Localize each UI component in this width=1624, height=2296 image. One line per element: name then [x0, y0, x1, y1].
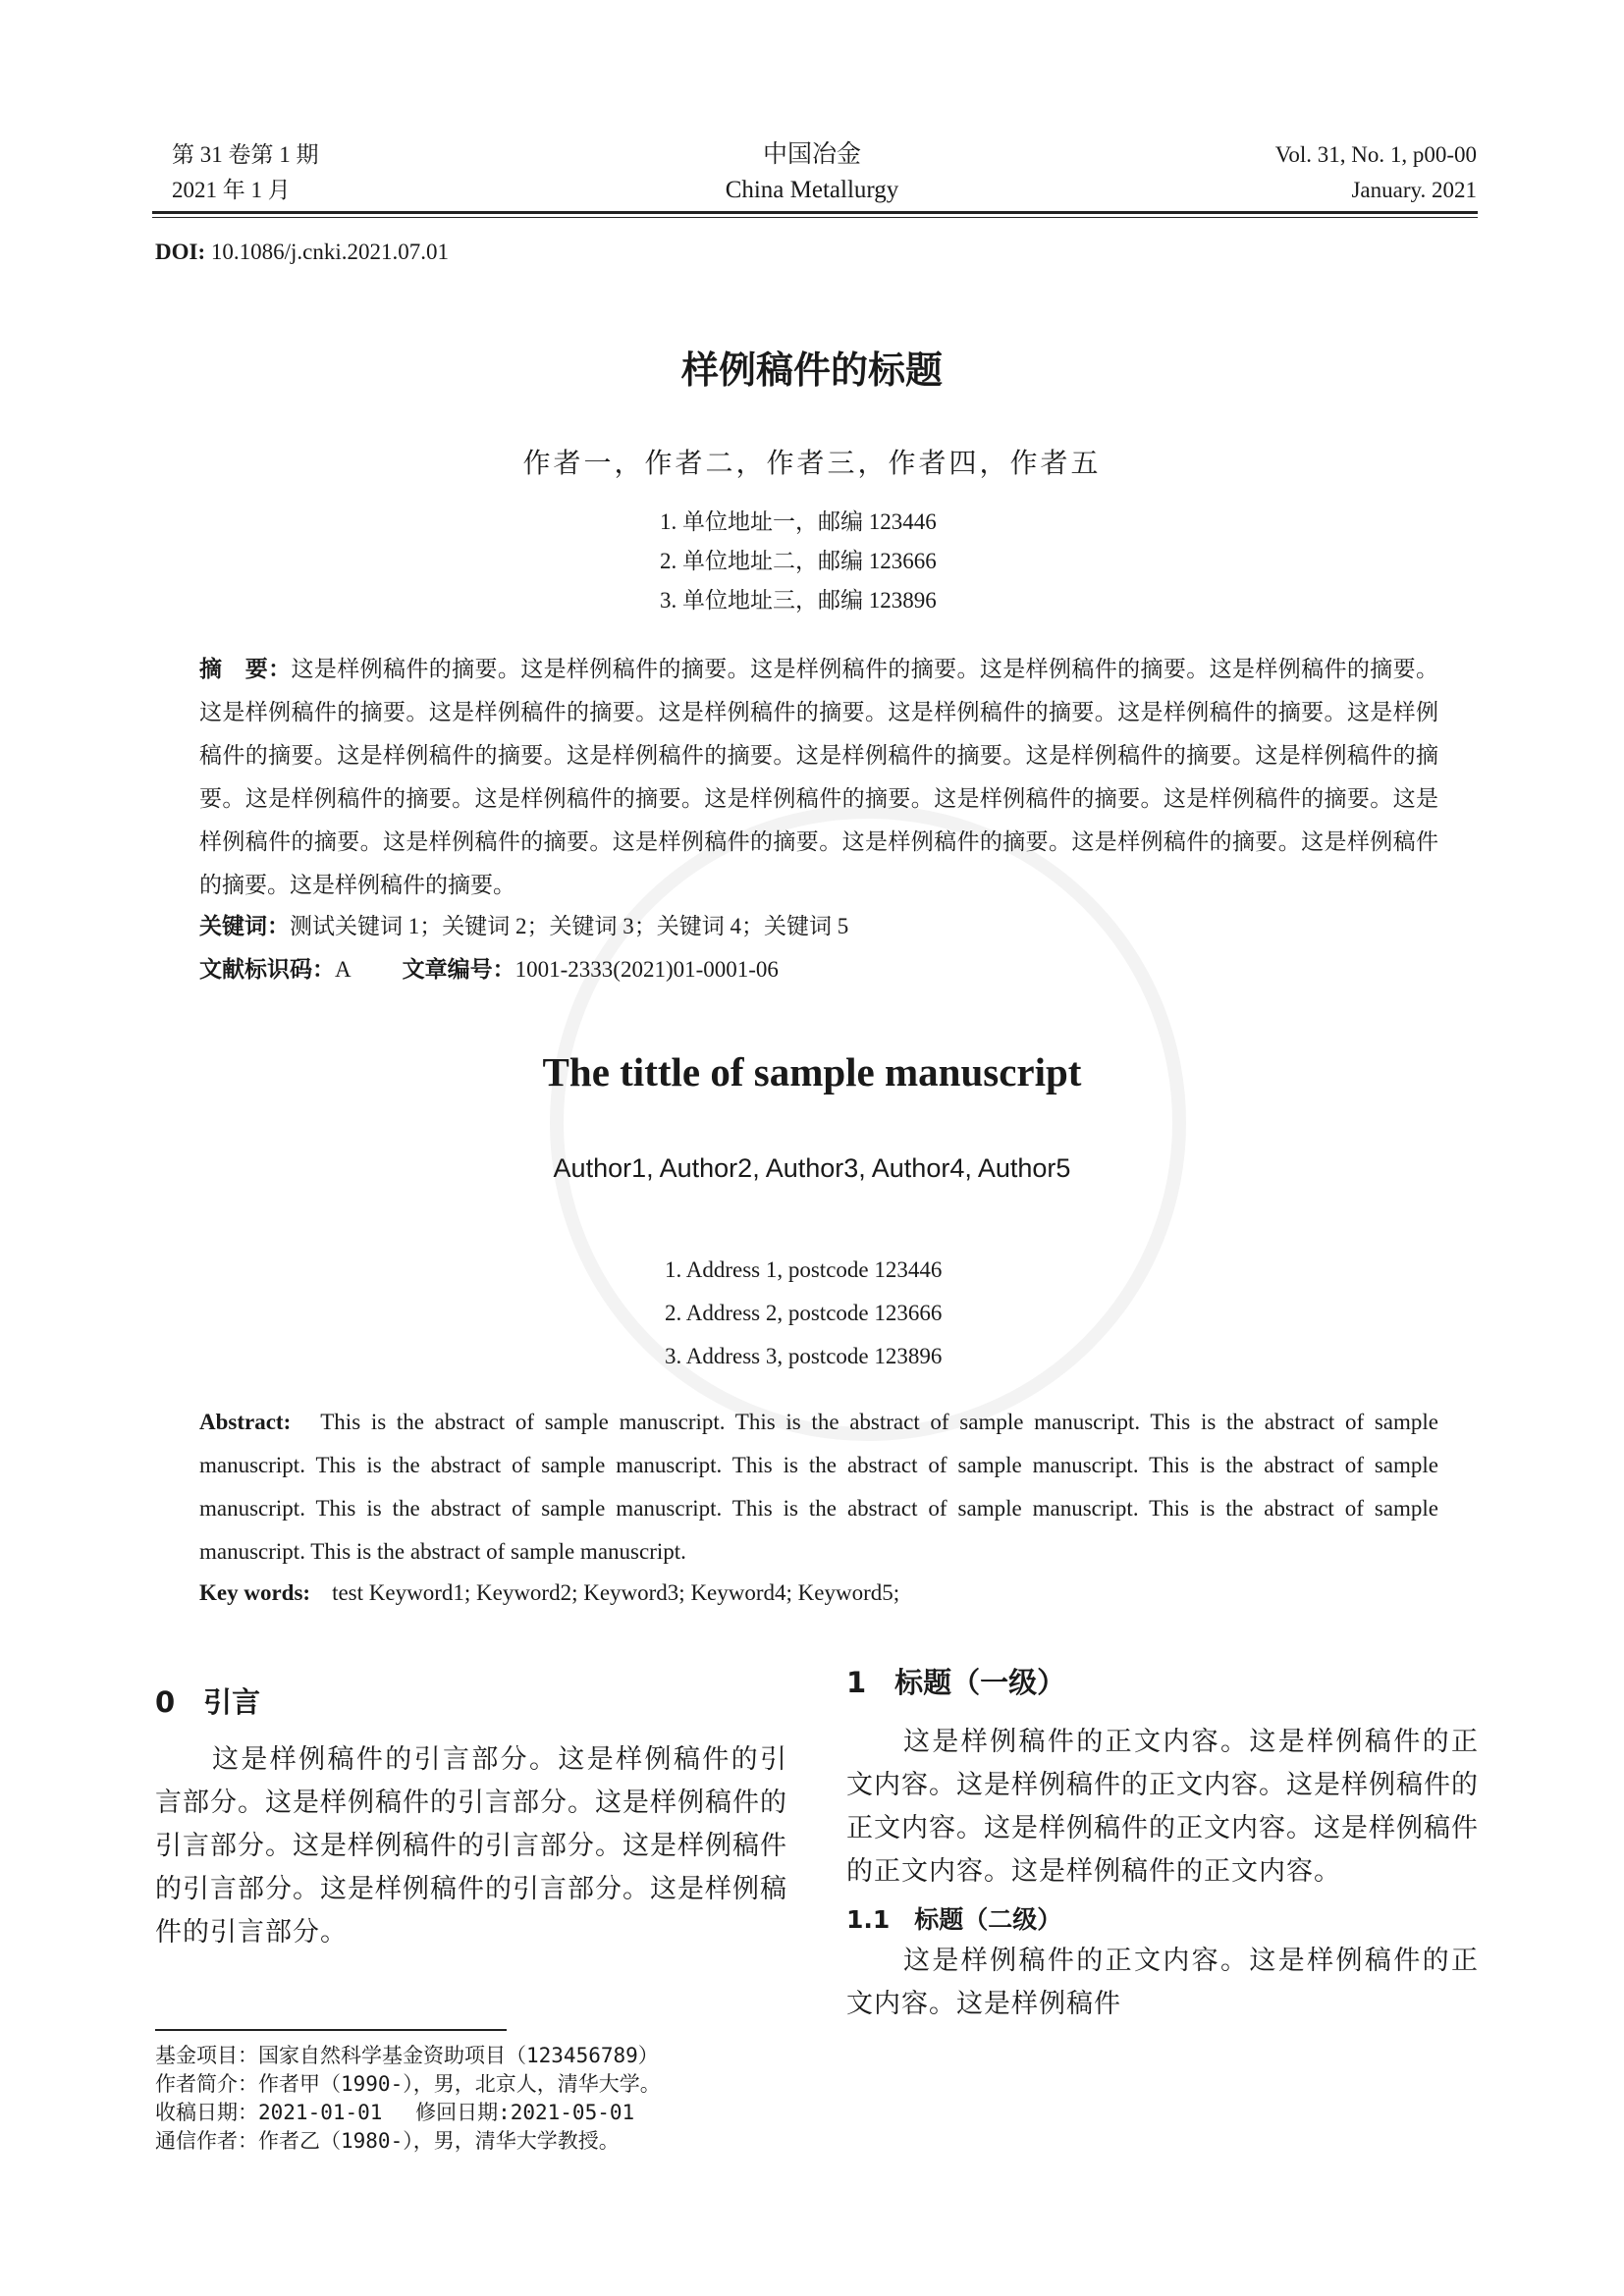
intro-heading: 0 引言: [155, 1685, 261, 1719]
doi-label: DOI:: [155, 240, 206, 264]
cn-keywords: [199, 905, 848, 948]
header-vol-no-pages: Vol. 31, No. 1, p00-00: [1274, 142, 1477, 167]
en-abstract-text: This is the abstract of sample manuscript. This is the abstract of sample manuscript. This is the abstract of sample manuscript. This is the abstract of sample manuscript. This is the abstract of sample manuscript. This is the abstract of sample manuscript. This is the abstract of sample manuscript. This is the abstract of sample manuscript. This is the abstract of sample manuscript. This is the abstract of sample manuscript.: [199, 1410, 1438, 1564]
cn-title: 样例稿件的标题: [680, 348, 943, 392]
header-volume-issue: 第 31 卷第 1 期: [172, 142, 319, 167]
en-abstract: [199, 1401, 1438, 1574]
subsection-text: 这是样例稿件的正文内容。这是样例稿件的正文内容。这是样例稿件: [846, 1946, 1479, 2018]
cn-keywords-label: 关键词：: [199, 914, 290, 939]
en-keywords-label: Key words:: [199, 1580, 311, 1605]
doc-code: A: [335, 957, 352, 982]
cn-affiliation: 1. 单位地址一，邮编 123446: [660, 509, 937, 534]
cn-keywords-text: 测试关键词 1；关键词 2；关键词 3；关键词 4；关键词 5: [290, 914, 849, 938]
en-affiliation: 3. Address 3, postcode 123896: [665, 1344, 943, 1368]
intro-text: 这是样例稿件的引言部分。这是样例稿件的引言部分。这是样例稿件的引言部分。这是样例稿件的引言部分。这是样例稿件的引言部分。这是样例稿件的引言部分。这是样例稿件的引言部分。这是样例稿件的引言部分。: [155, 1744, 787, 1947]
article-no: 1001-2333(2021)01-0001-06: [514, 957, 779, 982]
en-abstract-label: Abstract:: [199, 1410, 292, 1434]
footnote-dates: 收稿日期：2021-01-01 修回日期:2021-05-01: [155, 2101, 635, 2124]
cn-affiliations: [660, 503, 937, 620]
article-no-label: 文章编号：: [402, 957, 515, 983]
cn-abstract: [199, 648, 1438, 907]
cn-abstract-text: 这是样例稿件的摘要。这是样例稿件的摘要。这是样例稿件的摘要。这是样例稿件的摘要。这是样例稿件的摘要。这是样例稿件的摘要。这是样例稿件的摘要。这是样例稿件的摘要。这是样例稿件的摘要。这是样例稿件的摘要。这是样例稿件的摘要。这是样例稿件的摘要。这是样例稿件的摘要。这是样例稿件的摘要。这是样例稿件的摘要。这是样例稿件的摘要。这是样例稿件的摘要。这是样例稿件的摘要。这是样例稿件的摘要。这是样例稿件的摘要。这是样例稿件的摘要。这是样例稿件的摘要。这是样例稿件的摘要。这是样例稿件的摘要。这是样例稿件的摘要。这是样例稿件的摘要。这是样例稿件的摘要。这是样例稿件的摘要。: [199, 657, 1439, 897]
cn-affiliation: 2. 单位地址二，邮编 123666: [660, 549, 937, 573]
en-authors: Author1, Author2, Author3, Author4, Author5: [553, 1153, 1071, 1183]
footnotes: [155, 2042, 661, 2156]
en-title: The tittle of sample manuscript: [542, 1049, 1082, 1095]
cn-doc-info: [199, 948, 779, 991]
doi-line: [155, 240, 449, 265]
header-date-cn: 2021 年 1 月: [172, 178, 291, 202]
en-keywords: [199, 1572, 899, 1615]
en-affiliation: 1. Address 1, postcode 123446: [665, 1257, 943, 1282]
doi-value: 10.1086/j.cnki.2021.07.01: [205, 240, 450, 264]
section1-text: 这是样例稿件的正文内容。这是样例稿件的正文内容。这是样例稿件的正文内容。这是样例稿件的正文内容。这是样例稿件的正文内容。这是样例稿件的正文内容。这是样例稿件的正文内容。: [846, 1727, 1479, 1886]
journal-name-en: China Metallurgy: [725, 177, 899, 203]
en-affiliation: 2. Address 2, postcode 123666: [665, 1301, 943, 1325]
cn-abstract-label: 摘 要：: [199, 657, 292, 682]
footnote-rule: [155, 2029, 507, 2031]
doc-code-label: 文献标识码：: [199, 957, 335, 983]
cn-authors: 作者一，作者二，作者三，作者四，作者五: [522, 449, 1102, 479]
header-rule-thin: [152, 217, 1478, 218]
cn-affiliation: 3. 单位地址三，邮编 123896: [660, 588, 937, 613]
header-rule-thick: [152, 211, 1478, 214]
footnote-author-bio: 作者简介：作者甲（1990-），男，北京人，清华大学。: [155, 2072, 661, 2096]
journal-name-cn: 中国冶金: [762, 141, 861, 168]
section1-heading: 1 标题（一级）: [846, 1666, 1066, 1699]
subsection-heading: 1.1 标题（二级）: [846, 1905, 1062, 1934]
en-keywords-text: test Keyword1; Keyword2; Keyword3; Keyword4; Keyword5;: [332, 1580, 900, 1605]
footnote-corresponding: 通信作者：作者乙（1980-），男，清华大学教授。: [155, 2129, 620, 2153]
footnote-funding: 基金项目：国家自然科学基金资助项目（123456789）: [155, 2044, 659, 2067]
en-affiliations: [665, 1249, 942, 1378]
header-date-en: January. 2021: [1351, 178, 1477, 202]
